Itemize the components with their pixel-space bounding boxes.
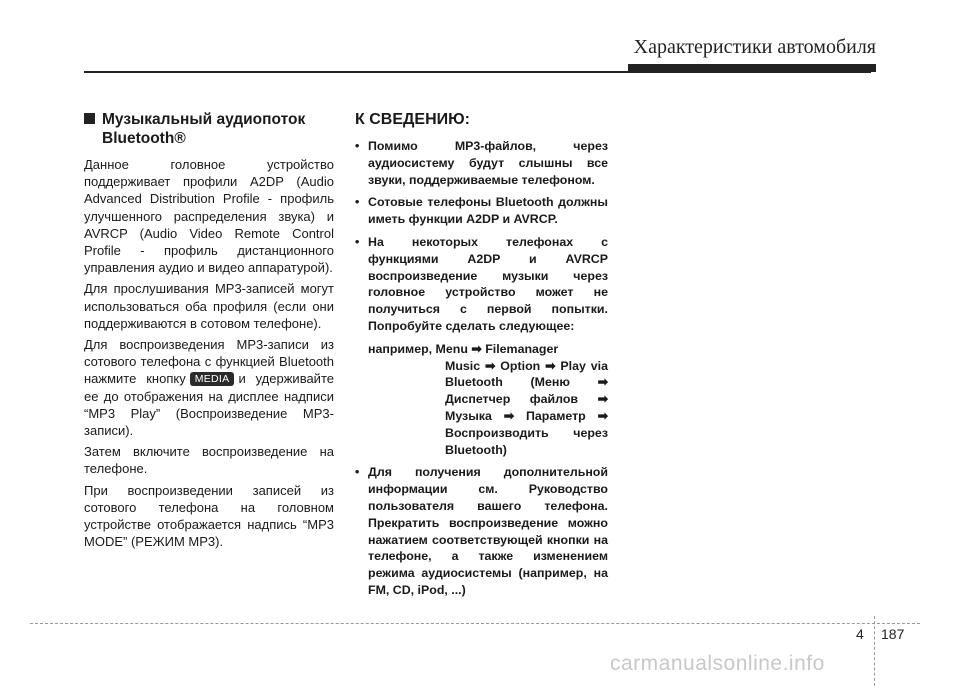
example-steps: Music ➡ Option ➡ Play via Bluetooth (Меню ➡ Диспетчер файлов ➡ Музыка ➡ Параметр ➡ Воспроизводить через Bluetooth) <box>445 358 608 457</box>
paragraph-start-playback: Затем включите воспроизведение на телефоне. <box>84 444 334 477</box>
section-heading: Музыкальный аудиопоток Bluetooth® <box>84 110 334 148</box>
page-header-title: Характеристики автомобиля <box>633 36 876 58</box>
square-bullet-icon <box>84 113 95 124</box>
arrow-right-icon: ➡ <box>597 408 608 423</box>
paragraph-mp3-mode: При воспроизведении записей из сотового телефона на головном устройстве отображается надпись “MP3 MODE” (РЕЖИМ MP3). <box>84 482 334 550</box>
footer-divider <box>874 616 875 686</box>
paragraph-profiles: Данное головное устройство поддерживает профили A2DP (Audio Advanced Distribution Profile - профиль улучшенного распределения звука) и AVRCP (Audio Video Remote Control Profile - профиль дистанционного управления аудио и видео аппаратурой). <box>84 157 334 276</box>
watermark: carmanualsonline.info <box>610 652 825 675</box>
paragraph-playback: Для воспроизведения MP3-записи из сотового телефона с функцией Bluetooth нажмите кнопку MEDIA и удерживайте ее до отображения на дисплее надписи “MP3 Play” (Воспроизведение MP3-записи). <box>84 337 334 439</box>
left-column <box>84 110 334 554</box>
arrow-right-icon: ➡ <box>545 358 556 373</box>
footer-rule <box>30 623 920 624</box>
arrow-right-icon: ➡ <box>471 341 482 356</box>
paragraph-mp3-profiles: Для прослушивания MP3-записей могут использоваться оба профиля (если они поддерживаются в сотовом телефоне). <box>84 281 334 331</box>
info-list <box>355 138 608 599</box>
info-item: • Для получения дополнительной информации см. Руководство пользователя вашего телефона. Прекратить воспроизведение можно нажатием соответствующей кнопки на телефоне, а также изменением режима аудиосистемы (например, на FM, CD, iPod, ...) <box>355 465 608 597</box>
info-item: • На некоторых телефонах с функциями A2DP и AVRCP воспроизведение музыки через головное устройство может не получиться с первой попытки. Попробуйте сделать следующее: например, Menu ➡ Filemanager Music ➡ Option ➡ Play via Bluetooth (Меню ➡ Диспетчер файлов ➡ Музыка ➡ Параметр ➡ Воспроизводить через Bluetooth) <box>355 234 608 457</box>
arrow-right-icon: ➡ <box>597 392 608 407</box>
info-item: • Сотовые телефоны Bluetooth должны иметь функции A2DP и AVRCP. <box>355 195 608 227</box>
arrow-right-icon: ➡ <box>597 375 608 390</box>
header-rule <box>84 71 871 73</box>
media-button-icon: MEDIA <box>190 372 235 386</box>
page-number: 187 <box>881 626 905 642</box>
info-title: К СВЕДЕНИЮ: <box>355 111 470 128</box>
info-item: • Помимо MP3-файлов, через аудиосистему будут слышны все звуки, поддерживаемые телефоном. <box>355 139 608 187</box>
chapter-number: 4 <box>856 626 864 642</box>
right-column <box>355 110 608 605</box>
arrow-right-icon: ➡ <box>485 358 496 373</box>
arrow-right-icon: ➡ <box>503 408 515 423</box>
example-line: например, Menu ➡ Filemanager <box>368 341 559 356</box>
